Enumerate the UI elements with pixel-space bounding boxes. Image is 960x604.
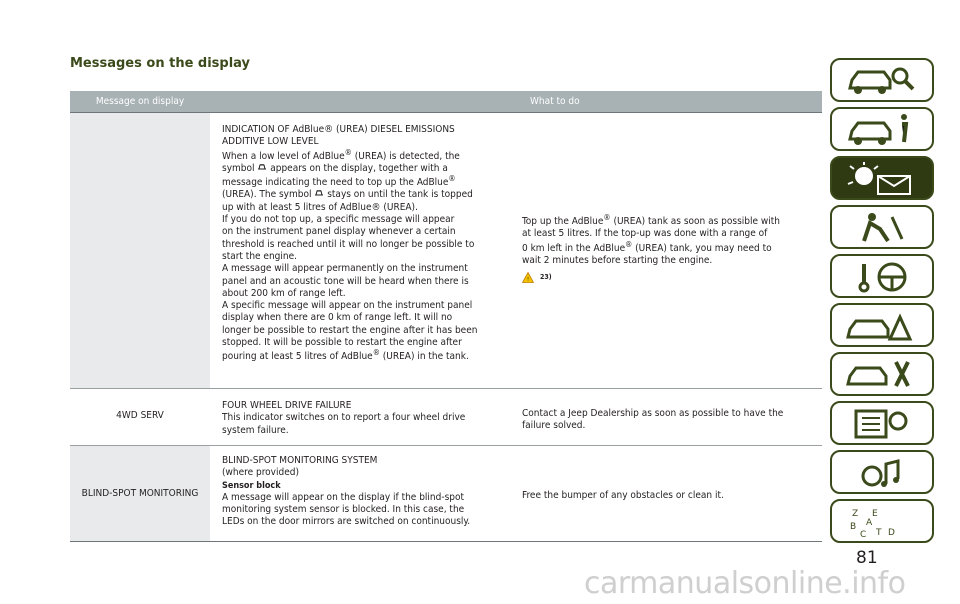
svg-text:B: B	[850, 522, 857, 532]
warning-light-message-icon	[842, 162, 926, 196]
section-heading: Messages on the display	[70, 56, 251, 71]
car-search-icon	[842, 64, 926, 98]
car-service-tools-icon	[842, 358, 926, 392]
tab-warning-lights-messages[interactable]	[830, 156, 934, 200]
tab-servicing[interactable]	[830, 352, 934, 396]
message-4wd-serv: 4WD SERV	[116, 410, 164, 421]
table-row-blind-spot-description: BLIND-SPOT MONITORING SYSTEM (where provided) Sensor block A message will appear on the display if the blind-spot monitoring system sensor is blocked. In this case, the LEDs on the door mirrors are switched on continuously.	[222, 455, 471, 528]
table-row-4wd-action: Contact a Jeep Dealership as soon as possible to have the failure solved.	[522, 408, 784, 432]
steering-key-icon	[842, 260, 926, 294]
svg-text:T: T	[876, 528, 882, 538]
warning-triangle-icon	[522, 272, 534, 283]
multimedia-icon	[842, 456, 926, 490]
tab-index[interactable]	[830, 499, 934, 543]
table-header	[70, 91, 822, 113]
car-emergency-icon	[842, 309, 926, 343]
header-what-to-do: What to do	[530, 96, 580, 107]
svg-text:Z: Z	[852, 509, 859, 519]
tab-safety[interactable]	[830, 205, 934, 249]
table-row-blind-spot-action: Free the bumper of any obstacles or clean it.	[522, 490, 724, 501]
tab-starting-driving[interactable]	[830, 254, 934, 298]
adblue-symbol-icon	[257, 163, 267, 172]
tab-technical-data[interactable]	[830, 401, 934, 445]
tab-multimedia[interactable]	[830, 450, 934, 494]
warning-reference: 23)	[540, 273, 552, 282]
tab-car-search[interactable]	[830, 58, 934, 102]
row-divider	[70, 388, 822, 389]
table-row-adblue-action: Top up the AdBlue® (UREA) tank as soon as possible with at least 5 litres. If the top-up was done with a range of 0 km left in the AdBlue® (UREA) tank, you may need to wait 2 minutes before starting the engine. ! 23)	[522, 213, 780, 283]
message-cell-bg	[70, 113, 210, 388]
adblue-symbol-icon	[314, 189, 324, 198]
safety-airbag-person-icon	[842, 211, 926, 245]
technical-data-icon	[842, 407, 926, 441]
svg-text:!: !	[527, 276, 529, 283]
watermark: carmanualsonline.info	[584, 566, 906, 601]
table-row-adblue-description: INDICATION OF AdBlue® (UREA) DIESEL EMISSIONS ADDITIVE LOW LEVEL When a low level of AdBlue® (UREA) is detected, the symbol appears on the display, together with a message indicating the need to top up the AdBlue® (UREA). The symbol stays on until the tank is topped up with at least 5 litres of AdBlue® (UREA). If you do not top up, a specific message will appear on the instrument panel display whenever a certain threshold is reached until it will no longer be possible to start the engine. A message will appear permanently on the instrument panel and an acoustic tone will be heard when there is about 200 km of range left. A specific message will appear on the instrument panel display when there are 0 km of range left. It will no longer be possible to restart the engine after it has been stopped. It will be possible to restart the engine after pouring at least 5 litres of AdBlue® (UREA) in the tank.	[222, 124, 478, 363]
alphabetical-index-icon	[842, 505, 926, 539]
message-blind-spot-monitoring: BLIND-SPOT MONITORING	[81, 488, 199, 499]
svg-text:E: E	[872, 509, 878, 519]
svg-text:C: C	[860, 530, 867, 539]
svg-text:D: D	[888, 528, 895, 538]
page-number: 81	[856, 548, 878, 568]
svg-text:A: A	[866, 518, 873, 528]
table-bottom-rule	[70, 541, 822, 542]
tab-car-info[interactable]	[830, 107, 934, 151]
tab-emergency[interactable]	[830, 303, 934, 347]
car-info-icon	[842, 113, 926, 147]
header-message-on-display: Message on display	[95, 96, 185, 107]
table-row-4wd-description: FOUR WHEEL DRIVE FAILURE This indicator switches on to report a four wheel drive system failure.	[222, 400, 466, 436]
